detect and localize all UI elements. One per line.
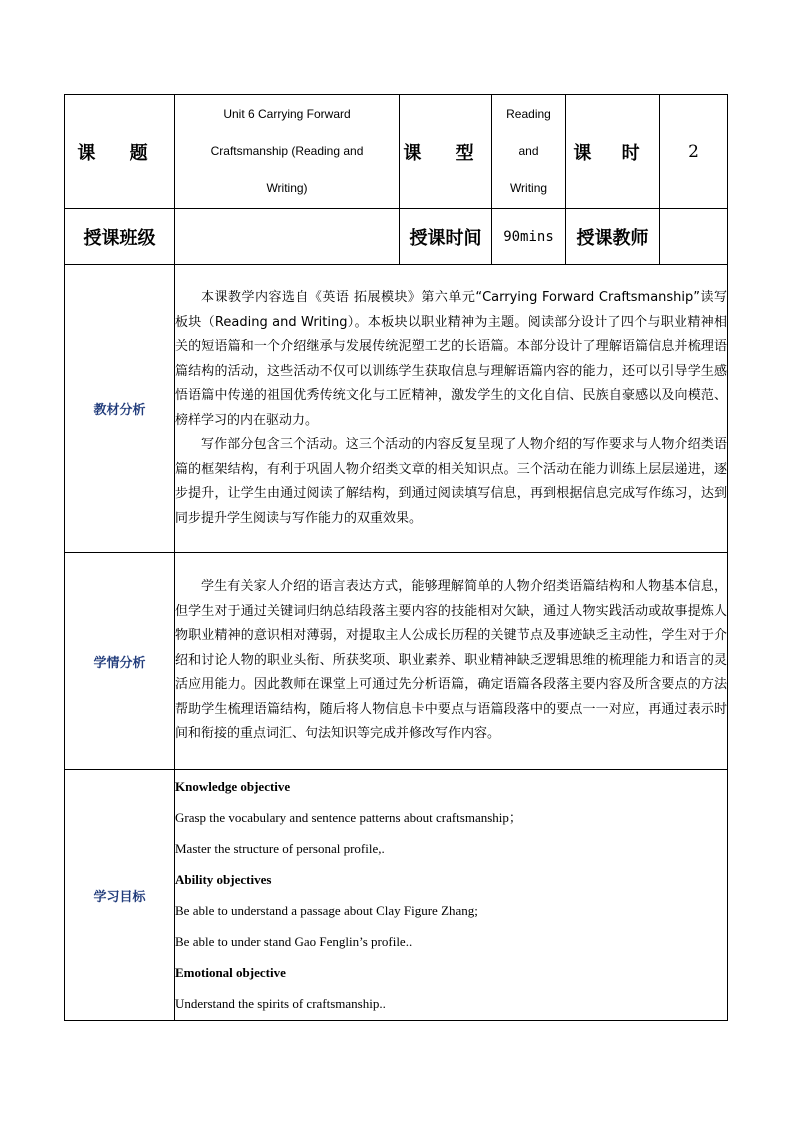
knowledge-objective-1: Grasp the vocabulary and sentence patterns about craftsmanship； [175,810,522,825]
class-value [175,209,400,265]
type-label-cell [400,95,492,209]
learning-objectives-content [175,770,728,1021]
learning-objectives-row [65,770,728,1021]
emotional-objective-1: Understand the spirits of craftsmanship.. [175,996,386,1011]
topic-label-cell [65,95,175,209]
type-line-1: Reading [506,107,551,121]
topic-line-3: Writing) [266,181,308,195]
class-label: 授课班级 [65,209,175,265]
lesson-plan-table [64,94,728,1021]
textbook-analysis-content [175,265,728,553]
ability-objective-2: Be able to under stand Gao Fenglin’s profile.. [175,934,413,949]
type-label: 课 型 [403,142,488,164]
teacher-value [660,209,728,265]
topic-line-2: Craftsmanship (Reading and [210,144,364,158]
time-label: 授课时间 [400,209,492,265]
topic-label: 课 题 [77,142,162,164]
hours-label: 课 时 [573,142,652,164]
type-value-cell [492,95,566,209]
textbook-paragraph-2: 写作部分包含三个活动。这三个活动的内容反复呈现了人物介绍的写作要求与人物介绍类语篇的框架结构，有利于巩固人物介绍类文章的相关知识点。三个活动在能力训练上层层递进，逐步提升，让学生由通过阅读了解结构，到通过阅读填写信息，再到根据信息完成写作练习，达到同步提升学生阅读与写作能力的双重效果。 [175,437,727,526]
student-paragraph-1: 学生有关家人介绍的语言表达方式，能够理解简单的人物介绍类语篇结构和人物基本信息，但学生对于通过关键词归纳总结段落主要内容的技能相对欠缺，通过人物实践活动或故事提炼人物职业精神的意识相对薄弱，对提取主人公成长历程的关键节点及事迹缺乏主动性，学生对于介绍和讨论人物的职业头衔、所获奖项、职业素养、职业精神缺乏逻辑思维的梳理能力和语言的灵活应用能力。因此教师在课堂上可通过先分析语篇，确定语篇各段落主要内容及所含要点的方法帮助学生梳理语篇结构，随后将人物信息卡中要点与语篇段落中的要点一一对应，再通过表示时间和衔接的重点词汇、句法知识等完成并修改写作内容。 [175,579,727,742]
student-analysis-row [65,553,728,770]
ability-objective-heading: Ability objectives [175,872,272,887]
ability-objective-1: Be able to understand a passage about Clay Figure Zhang; [175,903,478,918]
student-analysis-label: 学情分析 [65,553,175,770]
textbook-analysis-label: 教材分析 [65,265,175,553]
student-analysis-content [175,553,728,770]
textbook-analysis-row [65,265,728,553]
topic-line-1: Unit 6 Carrying Forward [223,107,351,121]
type-line-2: and [518,144,539,158]
knowledge-objective-heading: Knowledge objective [175,779,291,794]
teacher-label: 授课教师 [566,209,660,265]
topic-value-cell [175,95,400,209]
time-value: 90mins [492,209,566,265]
emotional-objective-heading: Emotional objective [175,965,286,980]
hours-value: 2 [660,95,728,209]
type-line-3: Writing [509,181,548,195]
hours-label-cell [566,95,660,209]
learning-objectives-label: 学习目标 [65,770,175,1021]
class-info-row [65,209,728,265]
knowledge-objective-2: Master the structure of personal profile,. [175,841,385,856]
header-row [65,95,728,209]
textbook-paragraph-1: 本课教学内容选自《英语 拓展模块》第六单元“Carrying Forward Craftsmanship”读写板块（Reading and Writing）。本板块以职业精神为主题。阅读部分设计了四个与职业精神相关的短语篇和一个介绍继承与发展传统泥塑工艺的长语篇。本部分设计了理解语篇信息并梳理语篇结构的活动，这些活动不仅可以训练学生获取信息与理解语篇内容的能力，还可以引导学生感悟语篇中传递的祖国优秀传统文化与工匠精神，激发学生的文化自信、民族自豪感以及向模范、榜样学习的内在驱动力。 [175,290,727,428]
